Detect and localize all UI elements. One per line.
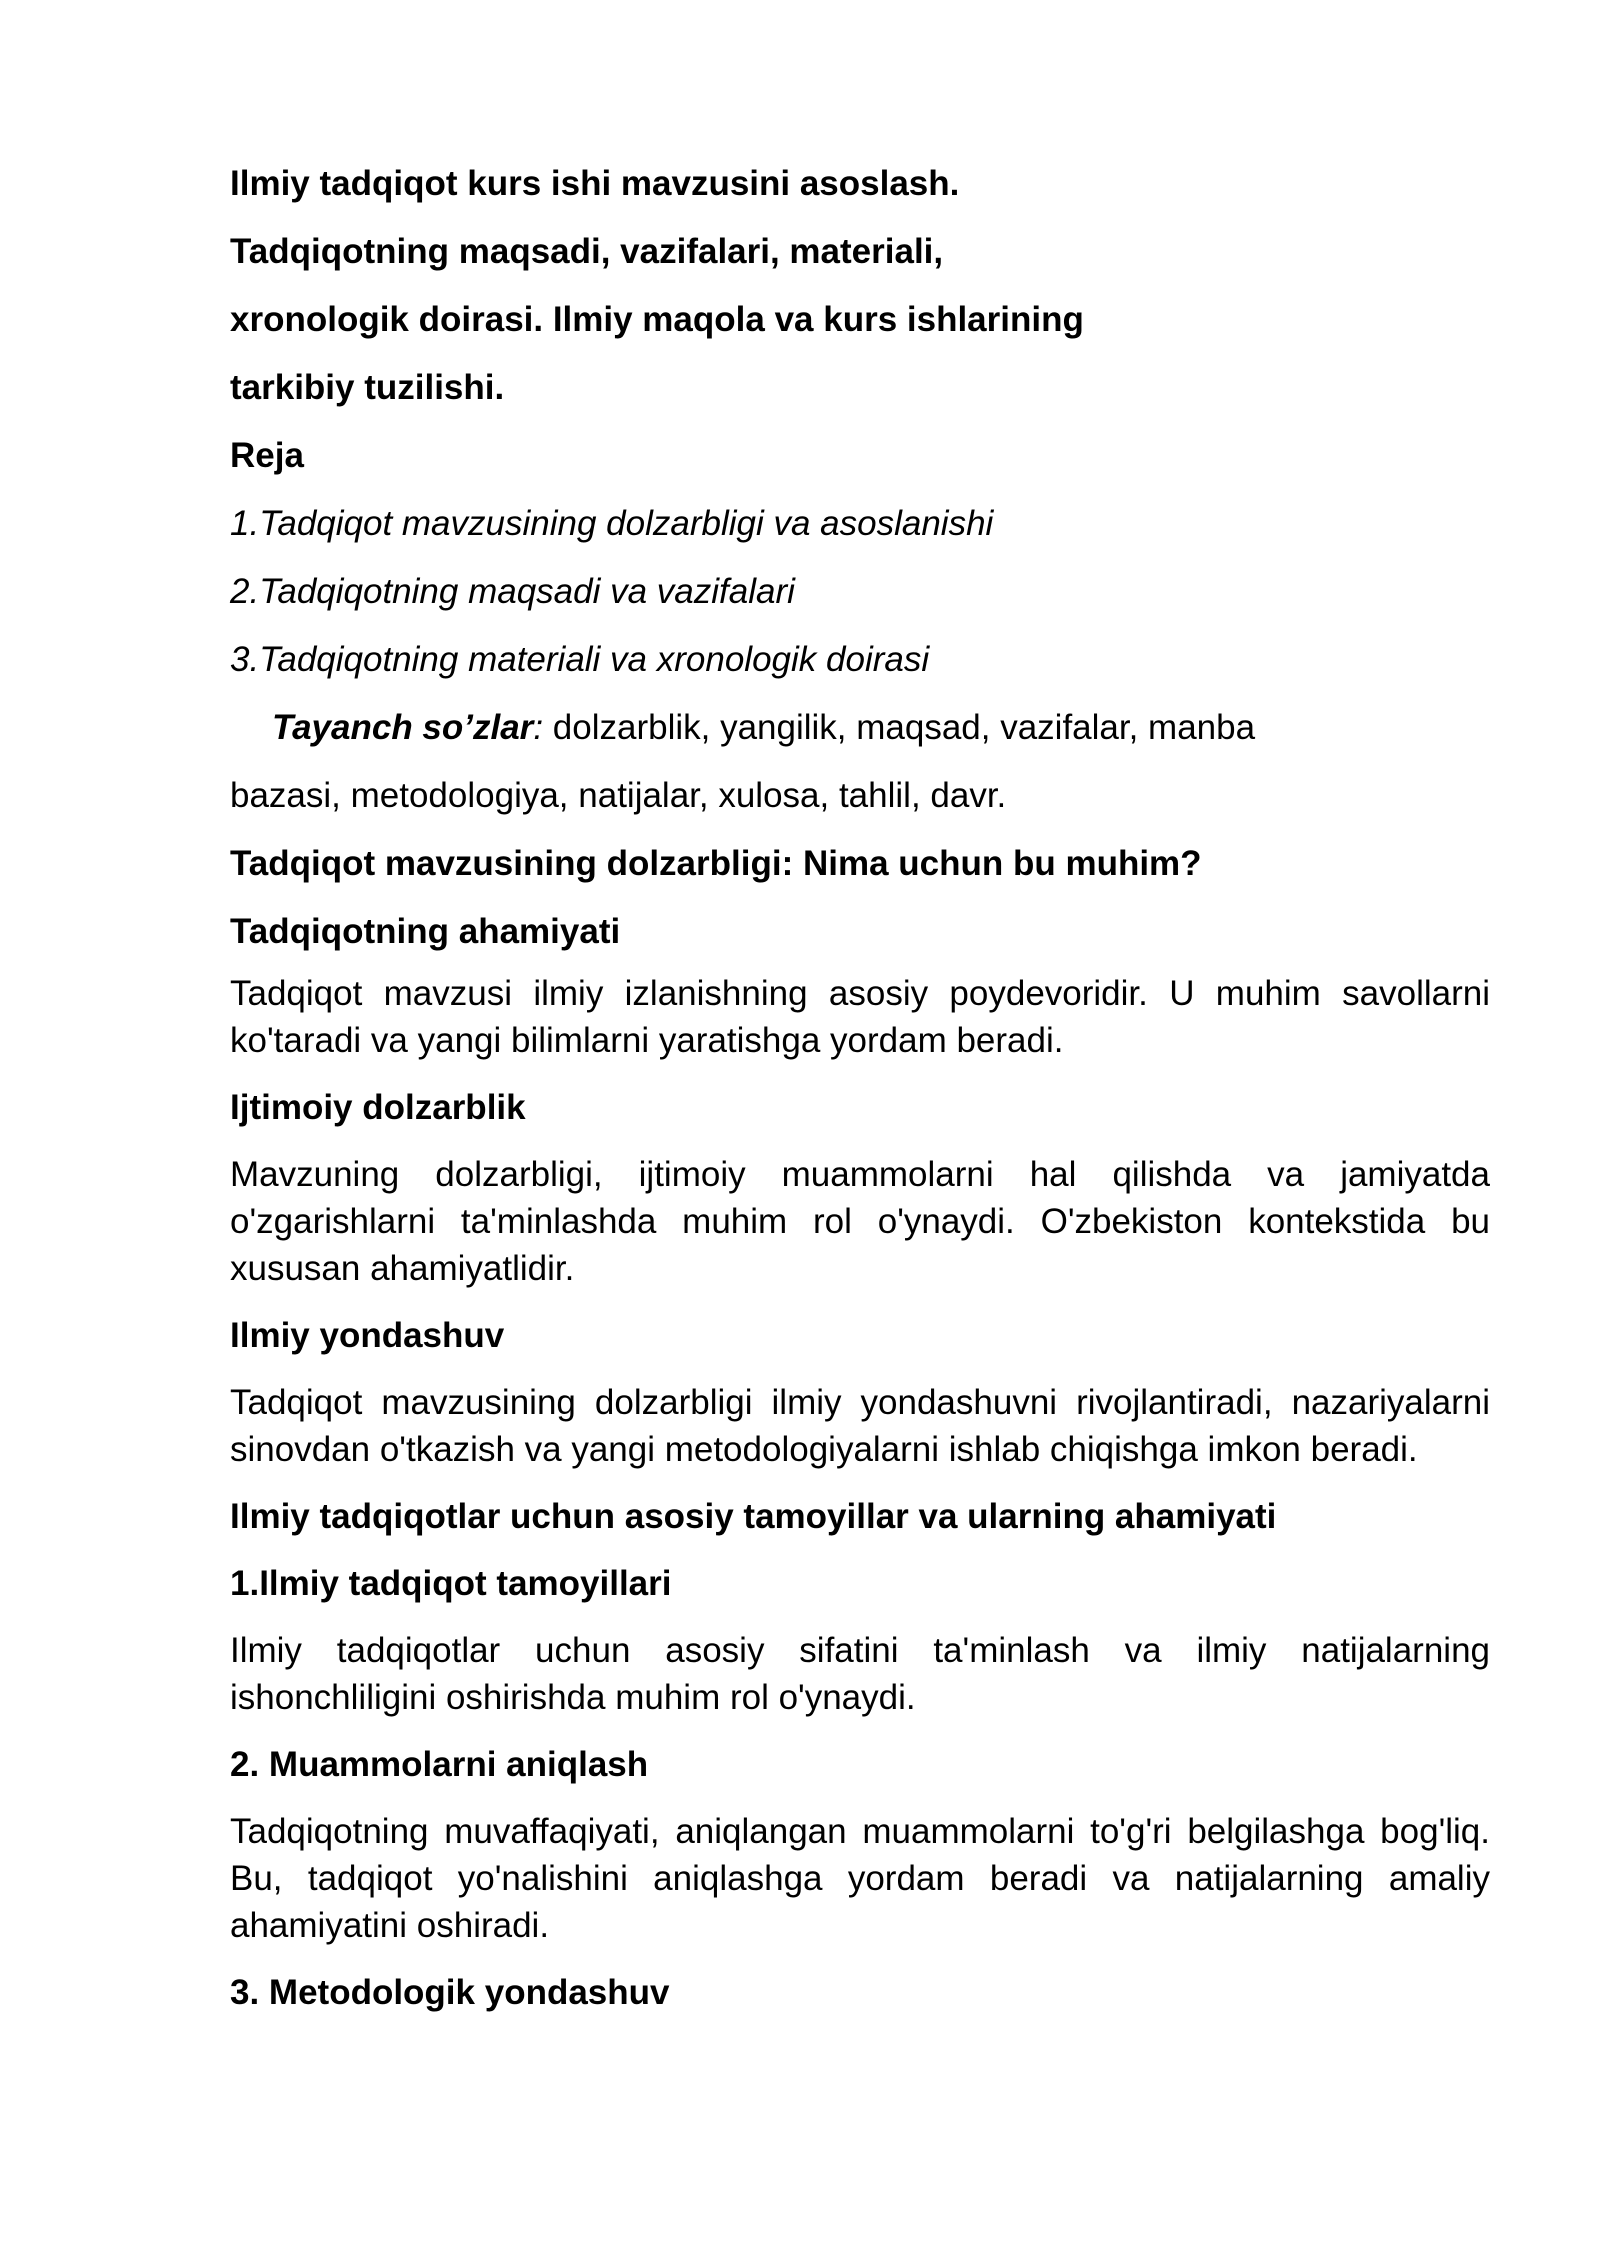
section-heading-importance: Tadqiqotning ahamiyati	[230, 912, 621, 951]
section-heading-social: Ijtimoiy dolzarblik	[230, 1088, 526, 1127]
section-heading-relevance: Tadqiqot mavzusining dolzarbligi: Nima uchun bu muhim?	[230, 844, 1202, 883]
section-text-approach: Tadqiqot mavzusining dolzarbligi ilmiy yondashuvni rivojlantiradi, nazariyalarni sinovdan o'tkazish va yangi metodologiyalarni ishlab chiqishga imkon beradi.	[230, 1383, 1490, 1469]
plan-item-3: 3.Tadqiqotning materiali va xronologik doirasi	[230, 640, 930, 679]
keywords-colon: :	[533, 708, 544, 747]
section-heading-principles-1: 1.Ilmiy tadqiqot tamoyillari	[230, 1564, 672, 1603]
keywords-text-1: dolzarblik, yangilik, maqsad, vazifalar, manba	[543, 708, 1256, 747]
keywords-line-2: bazasi, metodologiya, natijalar, xulosa, tahlil, davr.	[230, 776, 1007, 815]
section-heading-principles: Ilmiy tadqiqotlar uchun asosiy tamoyillar va ularning ahamiyati	[230, 1497, 1277, 1536]
plan-heading: Reja	[230, 436, 304, 475]
plan-item-1: 1.Tadqiqot mavzusining dolzarbligi va asoslanishi	[230, 504, 994, 543]
section-text-principles-1: Ilmiy tadqiqotlar uchun asosiy sifatini ta'minlash va ilmiy natijalarning ishonchliligini oshirishda muhim rol o'ynaydi.	[230, 1631, 1490, 1717]
section-heading-methodology: 3. Metodologik yondashuv	[230, 1973, 670, 2012]
plan-item-2: 2.Tadqiqotning maqsadi va vazifalari	[230, 572, 795, 611]
section-heading-problems: 2. Muammolarni aniqlash	[230, 1745, 649, 1784]
title-line-3: xronologik doirasi. Ilmiy maqola va kurs ishlarining	[230, 300, 1084, 339]
keywords-label: Tayanch so’zlar	[272, 708, 534, 747]
section-text-importance: Tadqiqot mavzusi ilmiy izlanishning asosiy poydevoridir. U muhim savollarni ko'taradi va yangi bilimlarni yaratishga yordam beradi.	[230, 974, 1490, 1060]
title-line-1: Ilmiy tadqiqot kurs ishi mavzusini asoslash.	[230, 164, 960, 203]
document-page	[230, 150, 1490, 2036]
section-text-social: Mavzuning dolzarbligi, ijtimoiy muammolarni hal qilishda va jamiyatda o'zgarishlarni ta'minlashda muhim rol o'ynaydi. O'zbekiston kontekstida bu xususan ahamiyatlidir.	[230, 1155, 1490, 1288]
section-text-problems: Tadqiqotning muvaffaqiyati, aniqlangan muammolarni to'g'ri belgilashga bog'liq. Bu, tadqiqot yo'nalishini aniqlashga yordam beradi va natijalarning amaliy ahamiyatini oshiradi.	[230, 1812, 1490, 1945]
keywords-line-1	[230, 694, 1490, 762]
title-line-4: tarkibiy tuzilishi.	[230, 368, 505, 407]
section-heading-approach: Ilmiy yondashuv	[230, 1316, 505, 1355]
title-line-2: Tadqiqotning maqsadi, vazifalari, materiali,	[230, 232, 944, 271]
